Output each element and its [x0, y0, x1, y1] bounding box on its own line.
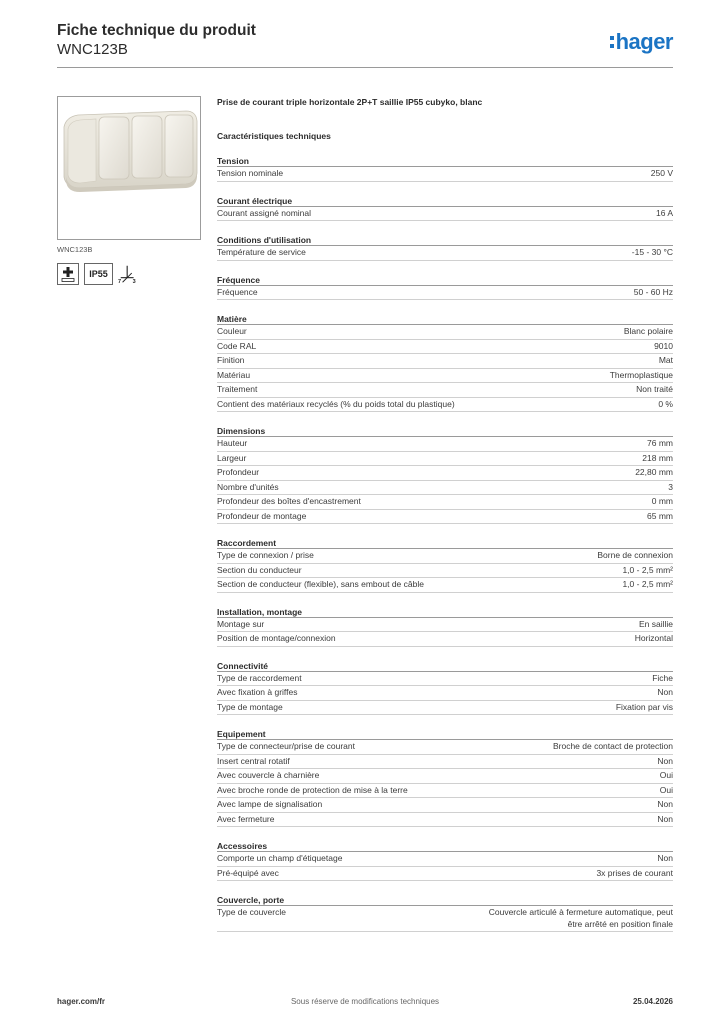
spec-label: Traitement: [217, 384, 258, 394]
spec-label: Avec fixation à griffes: [217, 687, 298, 697]
spec-label: Comporte un champ d'étiquetage: [217, 853, 343, 863]
spec-row: [217, 549, 673, 564]
spec-value: Fixation par vis: [615, 701, 673, 712]
spec-row: [217, 740, 673, 755]
spec-label: Largeur: [217, 452, 247, 463]
spec-group: [217, 841, 673, 881]
spec-label: Température de service: [217, 247, 306, 257]
spec-value: 0 %: [658, 398, 673, 409]
spec-row: [217, 510, 673, 525]
spec-row: [217, 452, 673, 467]
spec-row: [217, 755, 673, 770]
spec-row: [217, 369, 673, 384]
spec-label: Avec broche ronde de protection de mise à la terre: [217, 784, 408, 795]
spec-group: [217, 538, 673, 593]
spec-label: Tension nominale: [217, 168, 284, 178]
image-caption: WNC123B: [57, 245, 93, 254]
spec-row: [217, 798, 673, 813]
page-header: [57, 0, 673, 70]
spec-row: [217, 618, 673, 633]
spec-value: 22,80 mm: [635, 467, 673, 477]
spec-row: [217, 340, 673, 355]
spec-row: [217, 466, 673, 481]
spec-label: Profondeur des boîtes d'encastrement: [217, 496, 361, 506]
spec-label: Type de raccordement: [217, 672, 302, 683]
spec-value: En saillie: [638, 618, 673, 629]
spec-value: -15 - 30 °C: [631, 247, 673, 257]
spec-row: [217, 398, 673, 413]
spec-row: [217, 564, 673, 579]
spec-value: 76 mm: [647, 438, 673, 448]
spec-groups: [217, 156, 673, 932]
spec-row: [217, 481, 673, 496]
header-divider: [57, 67, 673, 68]
spec-label: Matériau: [217, 369, 251, 380]
spec-group: [217, 607, 673, 647]
spec-value: Oui: [659, 770, 673, 780]
spec-group-title: Connectivité: [217, 661, 673, 672]
spec-group-title: Courant électrique: [217, 196, 673, 207]
spec-value: Oui: [659, 784, 673, 795]
spec-value: Blanc polaire: [623, 326, 673, 336]
spec-row: [217, 686, 673, 701]
spec-label: Profondeur de montage: [217, 510, 307, 521]
logo-colon-icon: [610, 34, 614, 50]
plus-symbol-icon: [57, 263, 79, 285]
specifications-column: [217, 96, 673, 932]
page-title: Fiche technique du produit: [57, 22, 256, 39]
spec-row: [217, 207, 673, 222]
spec-label: Avec lampe de signalisation: [217, 799, 323, 809]
spec-value: 3x prises de courant: [596, 867, 673, 878]
spec-group: [217, 661, 673, 716]
spec-value: Mat: [658, 355, 673, 365]
product-image: [57, 96, 201, 240]
spec-row: [217, 286, 673, 301]
hager-logo: [610, 29, 673, 55]
spec-value: 1,0 - 2,5 mm²: [622, 564, 673, 575]
spec-label: Montage sur: [217, 618, 265, 629]
spec-value: Non: [657, 853, 673, 863]
spec-group-title: Dimensions: [217, 426, 673, 437]
spec-row: [217, 167, 673, 182]
spec-label: Section du conducteur: [217, 564, 302, 575]
spec-row: [217, 632, 673, 647]
spec-value: 65 mm: [647, 510, 673, 521]
spec-value: Non traité: [636, 384, 673, 394]
footer-date: 25.04.2026: [632, 997, 673, 1006]
spec-label: Profondeur: [217, 467, 260, 477]
spec-label: Couleur: [217, 326, 247, 336]
spec-group-title: Couvercle, porte: [217, 895, 673, 906]
spec-group: [217, 314, 673, 412]
spec-label: Nombre d'unités: [217, 481, 279, 492]
spec-row: [217, 354, 673, 369]
spec-label: Finition: [217, 355, 245, 365]
temperature-range-icon: [118, 263, 140, 285]
spec-group: [217, 895, 673, 932]
spec-row: [217, 672, 673, 687]
spec-label: Type de connecteur/prise de courant: [217, 741, 355, 751]
spec-value: Broche de contact de protection: [552, 741, 673, 751]
logo-text: hager: [615, 29, 673, 54]
spec-value: Non: [657, 799, 673, 809]
ip-rating-badge: IP55: [84, 263, 113, 285]
spec-label: Hauteur: [217, 438, 248, 448]
socket-illustration: [58, 97, 200, 239]
spec-label: Courant assigné nominal: [217, 207, 312, 218]
spec-row: [217, 383, 673, 398]
spec-value: 9010: [654, 340, 673, 351]
spec-group: [217, 275, 673, 301]
spec-group-title: Raccordement: [217, 538, 673, 549]
spec-value: Non: [657, 755, 673, 766]
spec-value: Couvercle articulé à fermeture automatique, peut être arrêté en position finale: [488, 907, 673, 929]
spec-group-title: Tension: [217, 156, 673, 167]
certification-badges: [57, 263, 202, 285]
spec-row: [217, 701, 673, 716]
spec-group: [217, 156, 673, 182]
spec-label: Avec fermeture: [217, 813, 275, 824]
spec-value: 3: [668, 481, 673, 492]
spec-row: [217, 325, 673, 340]
spec-row: [217, 495, 673, 510]
spec-label: Type de connexion / prise: [217, 550, 314, 560]
spec-row: [217, 578, 673, 593]
page-footer: [57, 997, 673, 1011]
spec-label: Code RAL: [217, 340, 257, 351]
spec-label: Insert central rotatif: [217, 755, 290, 766]
product-visual-column: [57, 96, 202, 285]
spec-row: [217, 784, 673, 799]
spec-value: 50 - 60 Hz: [633, 286, 673, 297]
spec-group-title: Installation, montage: [217, 607, 673, 618]
spec-value: 16 A: [655, 207, 673, 218]
spec-group: [217, 196, 673, 222]
specs-heading: Caractéristiques techniques: [217, 131, 331, 141]
footer-website: hager.com/fr: [57, 997, 106, 1006]
spec-label: Type de couvercle: [217, 907, 286, 917]
spec-row: [217, 246, 673, 261]
spec-label: Type de montage: [217, 701, 283, 712]
svg-text:3: 3: [132, 279, 136, 285]
spec-value: Borne de connexion: [597, 550, 673, 560]
spec-value: 250 V: [650, 168, 673, 178]
spec-row: [217, 867, 673, 882]
product-description: Prise de courant triple horizontale 2P+T saillie IP55 cubyko, blanc: [217, 97, 483, 107]
svg-text:7: 7: [118, 279, 122, 285]
spec-row: [217, 769, 673, 784]
spec-row: [217, 852, 673, 867]
footer-notice: Sous réserve de modifications techniques: [290, 997, 440, 1006]
spec-value: 1,0 - 2,5 mm²: [622, 579, 673, 589]
spec-group-title: Equipement: [217, 729, 673, 740]
spec-value: Non: [657, 813, 673, 824]
spec-value: Fiche: [652, 672, 673, 683]
spec-row: [217, 906, 673, 932]
spec-label: Fréquence: [217, 286, 258, 297]
spec-label: Contient des matériaux recyclés (% du poids total du plastique): [217, 398, 455, 409]
spec-value: 0 mm: [651, 496, 673, 506]
spec-group-title: Fréquence: [217, 275, 673, 286]
spec-group-title: Accessoires: [217, 841, 673, 852]
spec-label: Position de montage/connexion: [217, 633, 336, 643]
spec-group: [217, 426, 673, 524]
spec-row: [217, 437, 673, 452]
product-code: WNC123B: [57, 41, 128, 58]
spec-label: Section de conducteur (flexible), sans embout de câble: [217, 579, 424, 589]
spec-value: Thermoplastique: [609, 369, 673, 380]
spec-value: 218 mm: [642, 452, 673, 463]
spec-label: Avec couvercle à charnière: [217, 770, 320, 780]
spec-row: [217, 813, 673, 828]
spec-label: Pré-équipé avec: [217, 867, 279, 878]
spec-value: Non: [657, 687, 673, 697]
spec-group: [217, 729, 673, 827]
spec-group-title: Conditions d'utilisation: [217, 235, 673, 246]
spec-group: [217, 235, 673, 261]
spec-group-title: Matière: [217, 314, 673, 325]
spec-value: Horizontal: [634, 633, 673, 643]
